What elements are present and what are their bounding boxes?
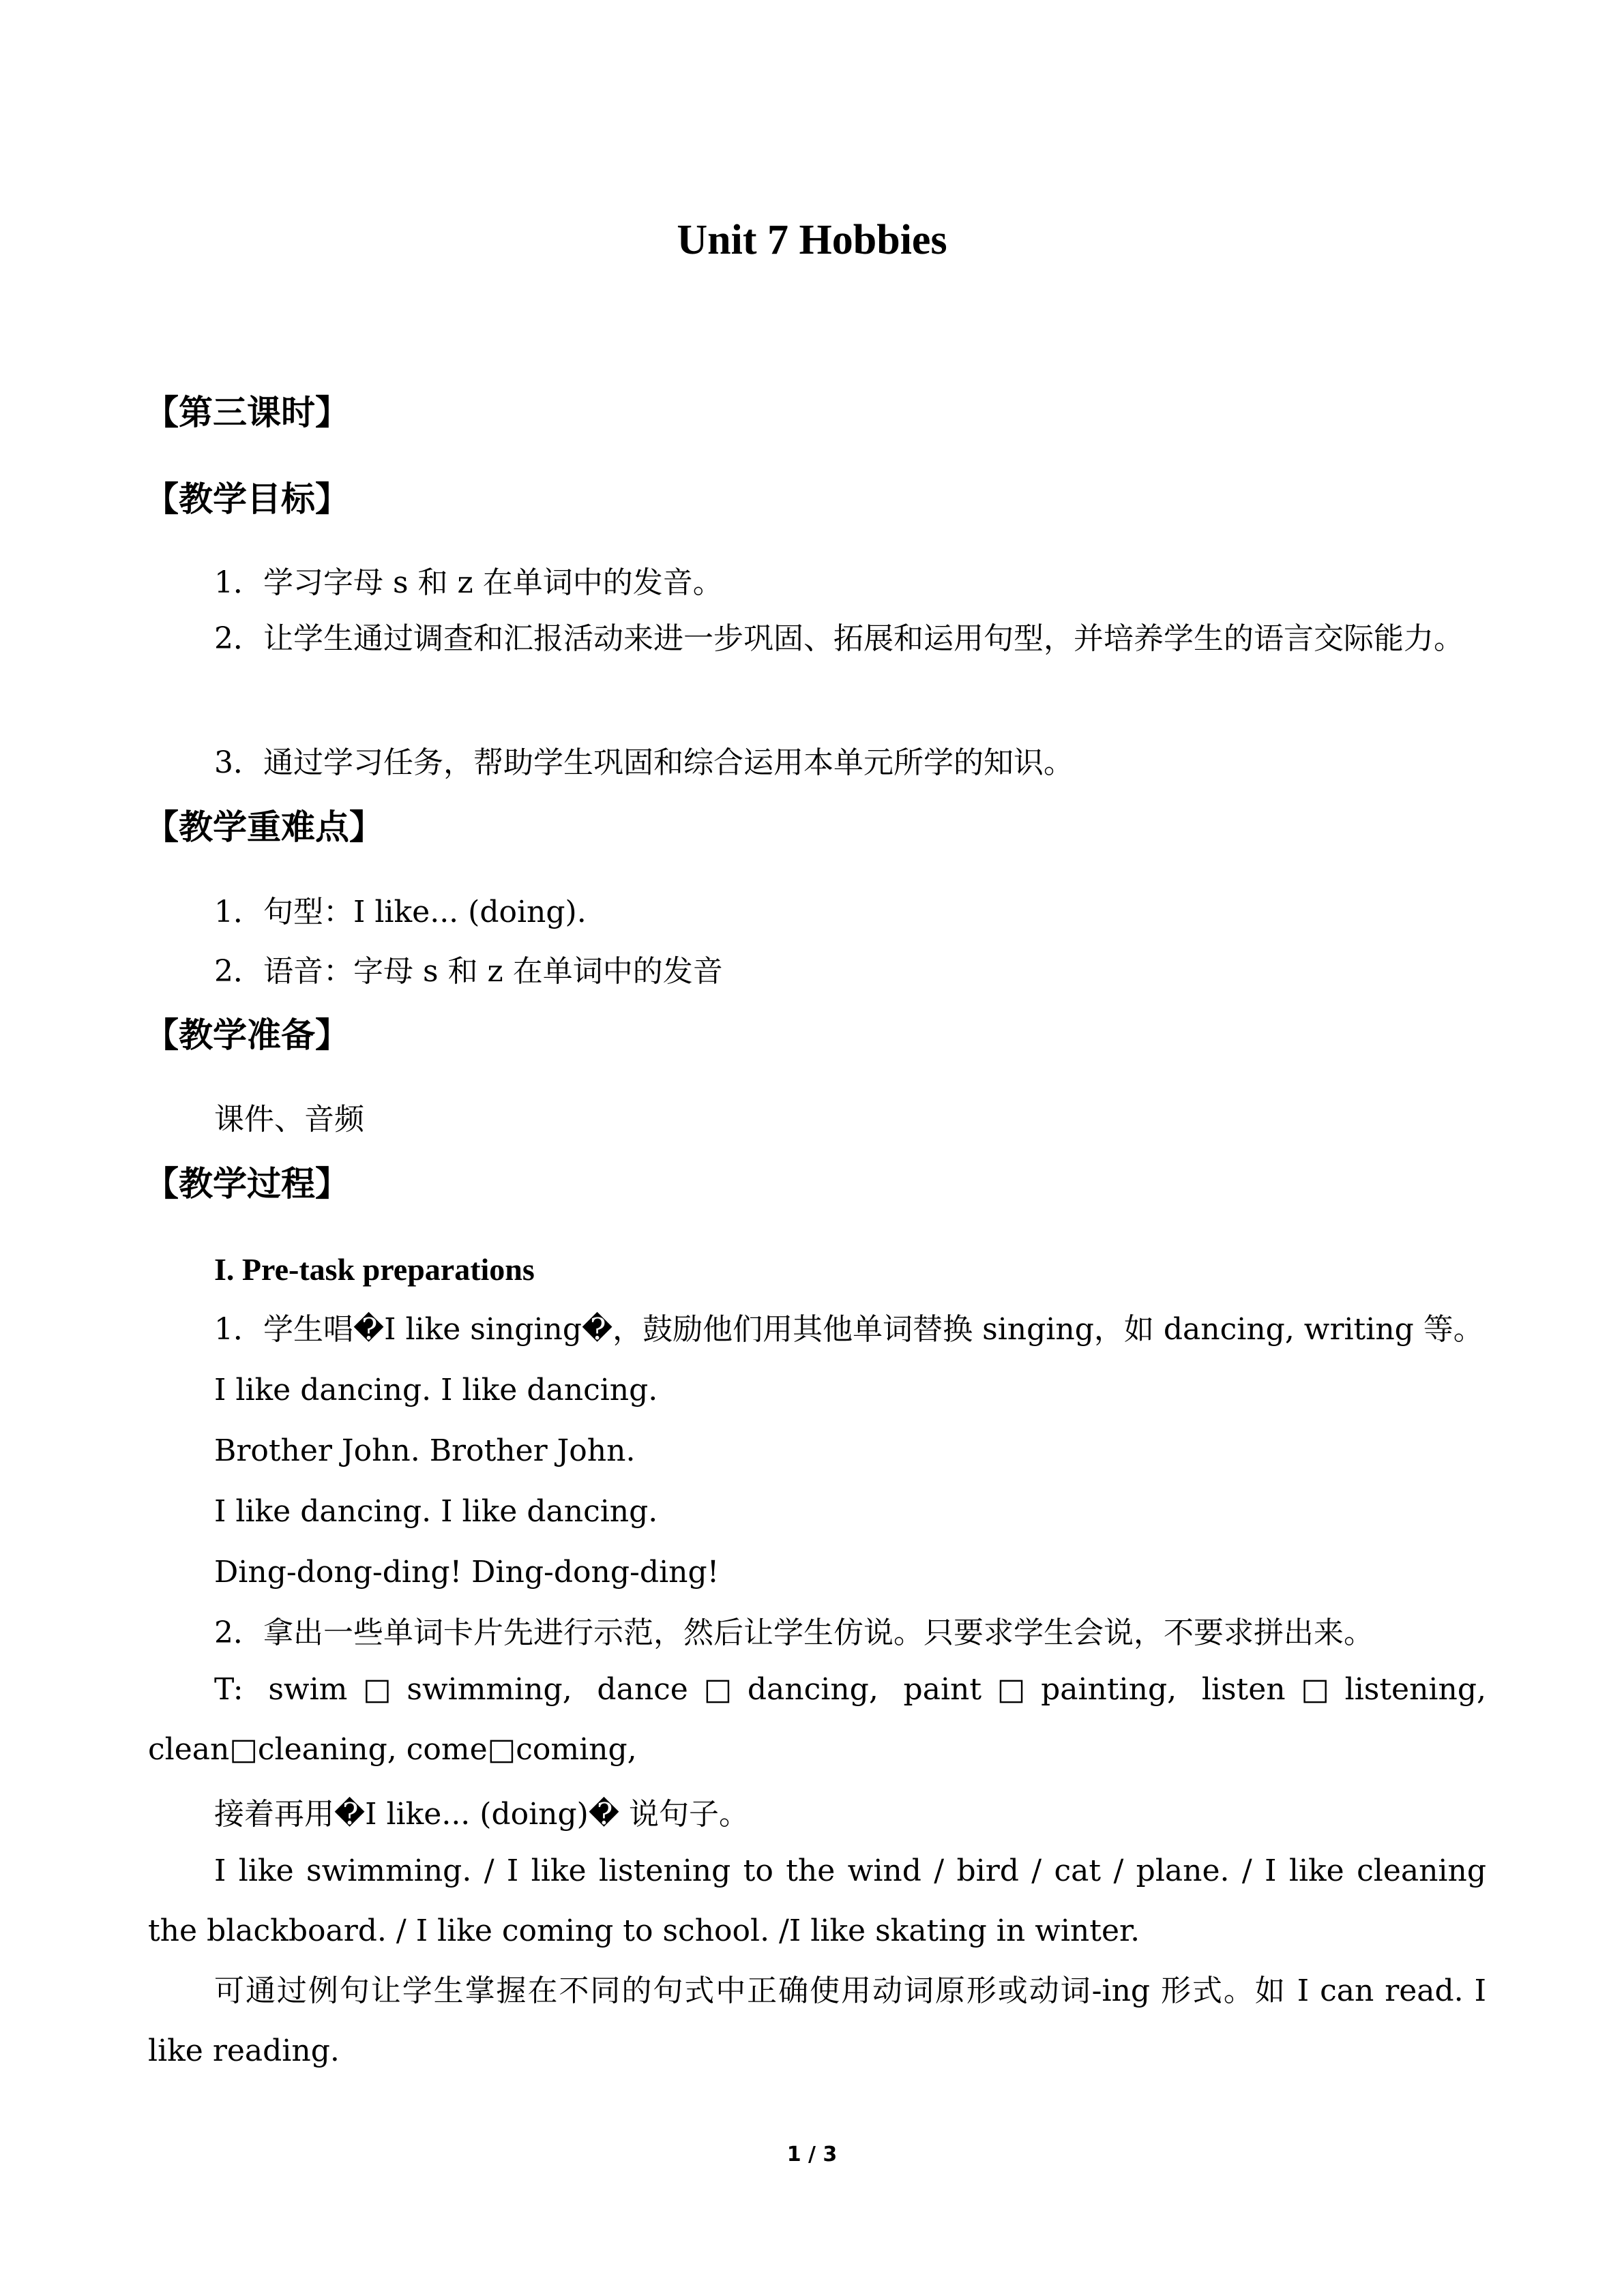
objective-1: 1．学习字母 s 和 z 在单词中的发音。 — [214, 565, 723, 600]
preparation-text: 课件、音频 — [214, 1102, 364, 1137]
objective-3: 3．通过学习任务，帮助学生巩固和综合运用本单元所学的知识。 — [214, 745, 1074, 780]
page-number: 1 / 3 — [786, 2143, 838, 2166]
process-step-1: 1．学生唱�I like singing�，鼓励他们用其他单词替换 singing，如 dancing, writing 等。 — [214, 1312, 1483, 1347]
heading-preparation: 【教学准备】 — [145, 1015, 349, 1055]
song-line-2: Brother John. Brother John. — [214, 1433, 636, 1468]
section-pre-task-title: I. Pre-task preparations — [214, 1252, 535, 1287]
heading-process: 【教学过程】 — [145, 1164, 349, 1204]
process-step-2: 2．拿出一些单词卡片先进行示范，然后让学生仿说。只要求学生会说，不要求拼出来。 — [214, 1615, 1374, 1650]
heading-key-points: 【教学重难点】 — [145, 807, 383, 847]
teaching-note: 可通过例句让学生掌握在不同的句式中正确使用动词原形或动词-ing 形式。如 I can read. I like reading. — [148, 1973, 1486, 2068]
teacher-word-pairs: T: swim□swimming, dance□dancing, paint□painting, listen□listening, clean□cleaning, come□coming, — [148, 1672, 1486, 1767]
key-point-1: 1．句型：I like... (doing). — [214, 895, 587, 929]
then-say-instruction: 接着再用�I like... (doing)� 说句子。 — [214, 1797, 749, 1832]
example-sentences: I like swimming. / I like listening to the wind / bird / cat / plane. / I like cleaning the blackboard. / I like coming to school. /I like skating in winter. — [148, 1853, 1486, 1948]
document-title: Unit 7 Hobbies — [677, 217, 947, 263]
key-point-2: 2．语音：字母 s 和 z 在单词中的发音 — [214, 954, 723, 989]
heading-objectives: 【教学目标】 — [145, 479, 349, 519]
objective-2: 2．让学生通过调查和汇报活动来进一步巩固、拓展和运用句型，并培养学生的语言交际能力。 — [214, 621, 1464, 656]
song-line-1: I like dancing. I like dancing. — [214, 1373, 658, 1407]
song-line-4: Ding-dong-ding! Ding-dong-ding! — [214, 1555, 720, 1590]
heading-lesson: 【第三课时】 — [145, 393, 349, 432]
song-line-3: I like dancing. I like dancing. — [214, 1494, 658, 1529]
